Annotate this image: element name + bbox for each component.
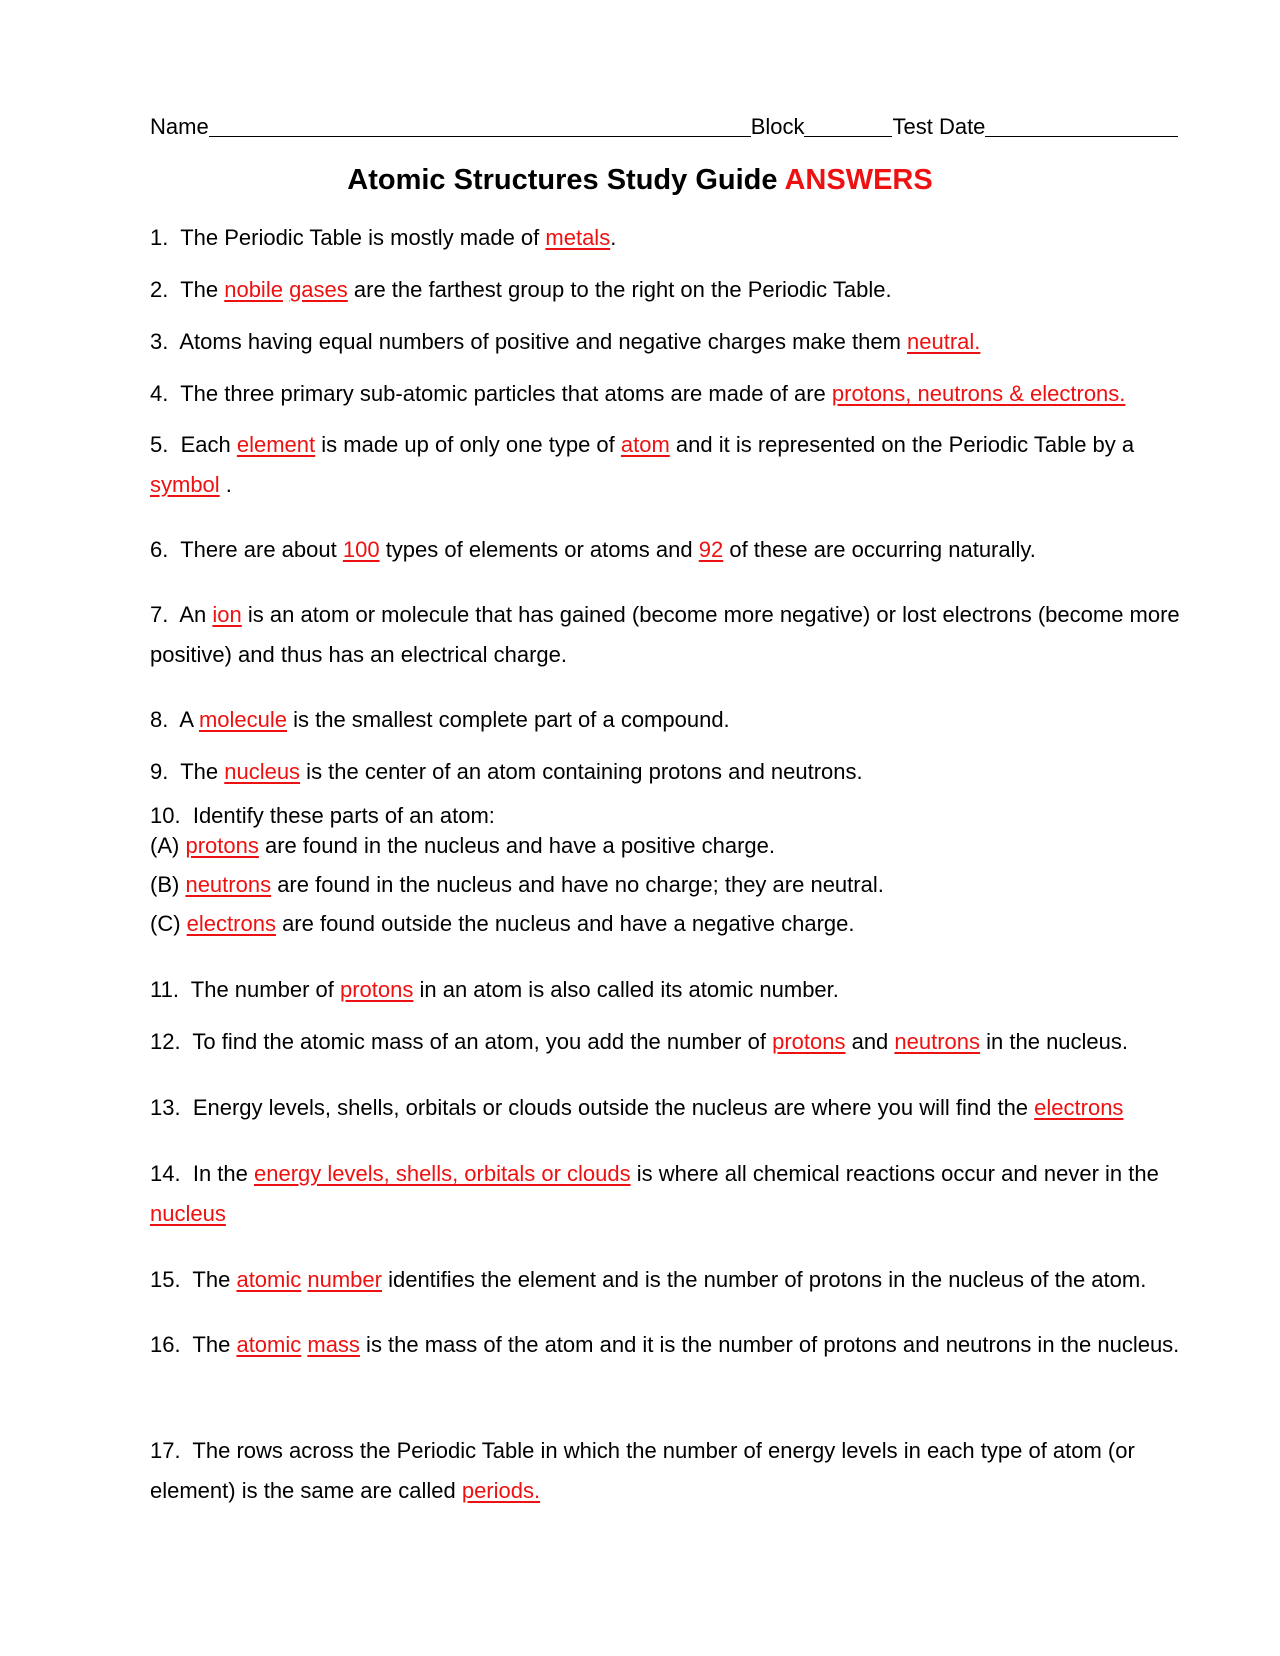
answer: protons <box>339 977 414 1002</box>
question-text: in the nucleus. <box>980 1029 1129 1054</box>
block-label: Block <box>750 114 805 139</box>
header-fields <box>150 110 1190 140</box>
answer: periods. <box>461 1478 541 1503</box>
question-text: The <box>180 759 225 784</box>
answer: energy levels, shells, orbitals or clouds <box>253 1161 631 1186</box>
question-number: (B) <box>150 872 180 897</box>
question-text: The Periodic Table is mostly made of <box>180 225 546 250</box>
question-text: The <box>180 277 225 302</box>
question-17 <box>150 1431 1190 1511</box>
question-10c <box>150 906 1190 942</box>
question-text: . <box>610 225 617 250</box>
question-text: are the farthest group to the right on the Periodic Table. <box>347 277 892 302</box>
question-text: is the smallest complete part of a compound. <box>287 707 730 732</box>
question-13 <box>150 1088 1190 1128</box>
answer: 92 <box>698 537 724 562</box>
question-number: 3. <box>150 329 169 354</box>
question-text: are found in the nucleus and have a positive charge. <box>258 833 775 858</box>
answer: metals <box>545 225 611 250</box>
question-12 <box>150 1022 1190 1062</box>
question-text: and <box>845 1029 895 1054</box>
title-main: Atomic Structures Study Guide <box>347 164 778 196</box>
question-text: is the mass of the atom and it is the number of protons and neutrons in the nucleus. <box>359 1332 1180 1357</box>
question-text: and it is represented on the Periodic Table by a <box>669 432 1135 457</box>
question-text: The number of <box>190 977 340 1002</box>
answer: protons, neutrons & electrons. <box>831 381 1126 406</box>
question-10a <box>150 828 1190 864</box>
answer: symbol <box>150 472 220 497</box>
answer: number <box>307 1267 382 1292</box>
question-16 <box>150 1325 1190 1365</box>
question-number: 1. <box>150 225 169 250</box>
question-number: 2. <box>150 277 169 302</box>
question-2 <box>150 270 1190 310</box>
question-text: To find the atomic mass of an atom, you add the number of <box>192 1029 773 1054</box>
question-number: 8. <box>150 707 169 732</box>
page-title <box>0 164 1280 197</box>
question-number: 5. <box>150 432 169 457</box>
answer: nucleus <box>150 1201 226 1226</box>
title-answers: ANSWERS <box>784 164 933 196</box>
question-text: identifies the element and is the number of protons in the nucleus of the atom. <box>381 1267 1147 1292</box>
question-text: are found outside the nucleus and have a negative charge. <box>275 911 855 936</box>
name-blank[interactable] <box>209 116 751 137</box>
question-number: 12. <box>150 1029 181 1054</box>
question-7 <box>150 595 1190 675</box>
answer: electrons <box>186 911 276 936</box>
question-number: 17. <box>150 1438 181 1463</box>
question-text: There are about <box>180 537 343 562</box>
question-6 <box>150 530 1190 570</box>
question-14 <box>150 1154 1190 1234</box>
question-text: in an atom is also called its atomic number. <box>413 977 839 1002</box>
question-number: 10. <box>150 803 181 828</box>
question-number: 6. <box>150 537 169 562</box>
question-text: A <box>179 707 199 732</box>
name-label: Name <box>150 114 209 139</box>
answer: gases <box>289 277 348 302</box>
question-number: 11. <box>150 977 179 1002</box>
question-text: . <box>219 472 232 497</box>
question-text: The three primary sub-atomic particles that atoms are made of are <box>180 381 832 406</box>
question-9 <box>150 752 1190 792</box>
question-text: Atoms having equal numbers of positive and negative charges make them <box>179 329 908 354</box>
question-text: The <box>192 1332 237 1357</box>
test-date-label: Test Date <box>892 114 986 139</box>
answer: protons <box>185 833 259 858</box>
question-number: 16. <box>150 1332 181 1357</box>
question-text: In the <box>192 1161 254 1186</box>
question-number: 4. <box>150 381 169 406</box>
question-text: The rows across the Periodic Table in which the number of energy levels in each type of atom (or element) is the same are called <box>150 1438 1135 1503</box>
question-number: (A) <box>150 833 180 858</box>
answer: molecule <box>198 707 287 732</box>
answer: atomic <box>236 1267 302 1292</box>
question-10b <box>150 867 1190 903</box>
answer: neutrons <box>894 1029 981 1054</box>
question-number: 9. <box>150 759 169 784</box>
answer: neutral. <box>907 329 981 354</box>
question-3 <box>150 322 1190 362</box>
question-8 <box>150 700 1190 740</box>
question-text: The <box>192 1267 237 1292</box>
question-number: (C) <box>150 911 181 936</box>
answer: 100 <box>342 537 380 562</box>
answer: nobile <box>224 277 283 302</box>
block-blank[interactable] <box>804 116 892 137</box>
question-1 <box>150 218 1190 258</box>
question-11 <box>150 970 1190 1010</box>
answer: ion <box>212 602 242 627</box>
answer: nucleus <box>224 759 301 784</box>
question-text: is the center of an atom containing protons and neutrons. <box>300 759 863 784</box>
answer: element <box>236 432 316 457</box>
question-number: 7. <box>150 602 169 627</box>
question-number: 15. <box>150 1267 181 1292</box>
question-text: An <box>179 602 213 627</box>
answer: mass <box>307 1332 360 1357</box>
answer: neutrons <box>185 872 272 897</box>
question-text: of these are occurring naturally. <box>723 537 1036 562</box>
question-text: is where all chemical reactions occur and never in the <box>630 1161 1159 1186</box>
answer: protons <box>772 1029 846 1054</box>
question-text: Energy levels, shells, orbitals or clouds outside the nucleus are where you will find the <box>192 1095 1035 1120</box>
question-10 <box>150 802 1190 830</box>
question-text: Each <box>180 432 237 457</box>
answer: atom <box>620 432 670 457</box>
question-4 <box>150 374 1190 414</box>
question-number: 13. <box>150 1095 181 1120</box>
question-text: Identify these parts of an atom: <box>192 803 495 828</box>
question-text: is an atom or molecule that has gained (become more negative) or lost electrons (become more positive) and thus has an electrical charge. <box>150 602 1180 667</box>
test-date-blank[interactable] <box>985 116 1178 137</box>
question-text: types of elements or atoms and <box>379 537 699 562</box>
answer: electrons <box>1034 1095 1124 1120</box>
question-15 <box>150 1260 1190 1300</box>
question-text: are found in the nucleus and have no charge; they are neutral. <box>271 872 884 897</box>
question-text: is made up of only one type of <box>315 432 621 457</box>
answer: atomic <box>236 1332 302 1357</box>
question-5 <box>150 425 1190 505</box>
question-number: 14. <box>150 1161 181 1186</box>
